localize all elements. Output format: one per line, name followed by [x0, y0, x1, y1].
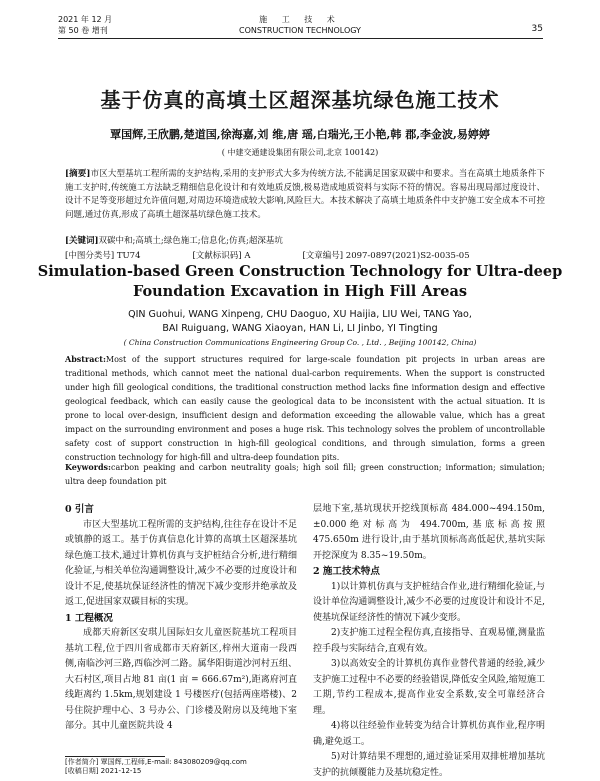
- article-title-cn: 基于仿真的高填土区超深基坑绿色施工技术: [100, 88, 500, 112]
- keywords-en: [65, 460, 545, 489]
- article-id: [文章编号] 2097-0897(2021)S2-0035-05: [302, 251, 470, 261]
- document-code: [文献标识码] A: [192, 251, 251, 261]
- section-heading-introduction: 0 引言: [65, 504, 94, 515]
- article-title-en: Simulation-based Green Construction Technology for Ultra-deep Foundation Excavation in High Fill Areas: [37, 263, 563, 300]
- affiliation-cn: ( 中建交通建设集团有限公司,北京 100142): [221, 148, 379, 157]
- journal-name-en: CONSTRUCTION TECHNOLOGY: [239, 26, 361, 35]
- author-bio: [作者简介] 覃国辉,工程师,E-mail: 843080209@qq.com: [65, 758, 247, 766]
- abstract-en-label: Abstract:: [65, 354, 106, 364]
- section-heading-technical-features: 2 施工技术特点: [313, 566, 380, 577]
- journal-name-cn: 施 工 技 术: [259, 15, 341, 24]
- footnote-rule: [65, 756, 165, 757]
- received-date: [收稿日期] 2021-12-15: [65, 767, 142, 775]
- feature-item-1: 1)以计算机仿真与支护桩结合作业,进行精细化验证,与设计单位沟通调整设计,减少不必要的过度设计和设计不足,使基坑保证经济性的情况下减少变形。: [313, 581, 545, 623]
- section-heading-project-overview: 1 工程概况: [65, 612, 113, 624]
- body-column-right: [313, 502, 545, 781]
- author-list-en-line2: BAI Ruiguang, WANG Xiaoyan, HAN Li, LI Jinbo, YI Tingting: [162, 323, 438, 334]
- running-header-center: [0, 14, 600, 36]
- paragraph-project-overview: 成都天府新区安琪儿国际妇女儿童医院基坑工程项目基坑工程,位于四川省成都市天府新区,梓州大道南一段西侧,南临沙河三路,西临沙河二路。属华阳街道沙河村五组、大石村区,项目占地 81 亩(1 亩 = 666.67m²),距离府河直线距离约 1.5km,规划建设 1 号楼医疗(包括两座塔楼)、2 号住院护理中心、3 号办公、门诊楼及附房以及纯地下室部分。其中儿童医院共设 4: [65, 628, 297, 731]
- keywords-en-text: carbon peaking and carbon neutrality goals; high soil fill; green construction; information; simulation; ultra deep foundation pit: [65, 463, 545, 486]
- keywords-cn-label: [关键词]: [65, 236, 99, 246]
- author-list-cn: 覃国辉,王欣鹏,楚道国,徐海嘉,刘 维,唐 瑶,白瑞光,王小艳,韩 郡,李金波,易婷婷: [110, 128, 490, 141]
- abstract-cn-text: 市区大型基坑工程所需的支护结构,采用的支护形式大多为传统方法,不能满足国家双碳中和要求。当在高填土地质条件下施工支护时,传统施工方法缺乏精细信息化设计和有效地质反馈,极易造成地质资料与实际不符的情况。容易出现局部过度设计、设计不足等变形超过允许值问题,对周边环境造成较大影响,风险巨大。本技术解决了高填土地质条件中支护施工安全成本不可控问题,通过仿真,形成了高填土超深基坑绿色施工技术。: [65, 169, 545, 220]
- feature-item-4: 4)将以往经验作业转变为结合计算机仿真作业,程序明确,避免返工。: [313, 721, 545, 747]
- keywords-cn-text: 双碳中和;高填土;绿色施工;信息化;仿真;超深基坑: [98, 236, 283, 246]
- keywords-en-label: Keywords:: [65, 462, 112, 472]
- abstract-cn: [65, 168, 545, 222]
- header-rule: [58, 38, 543, 39]
- paragraph-introduction: 市区大型基坑工程所需的支护结构,往往存在设计不足或镇静的返工。基于仿真信息化计算的高填土区超深基坑绿色施工技术,通过计算机仿真与支护桩结合分析,进行精细化验证,与相关单位沟通调整设计,减少不必要的过度设计和设计不足,使基坑保证经济性的情况下减少变形并绝承故及返工,促进国家双碳目标的实现。: [65, 519, 297, 607]
- feature-item-5: 5)对计算结果不理想的,通过验证采用双排桩增加基坑支护的抗倾覆能力及基坑稳定性。: [313, 752, 545, 778]
- paragraph-continued: 层地下室,基坑现状开挖线顶标高 484.000~494.150m,±0.000绝对标高为 494.700m,基底标高按照 475.650m 进行设计,由于基坑顶标高高低起伏,基坑实际开挖深度为 8.35~19.50m。: [313, 504, 545, 561]
- issue-volume: 第 50 卷 增刊: [58, 26, 108, 35]
- page-number: 35: [531, 24, 543, 34]
- abstract-en: [65, 352, 545, 465]
- body-column-left: [65, 502, 297, 735]
- keywords-cn: [65, 235, 545, 249]
- author-list-en-line1: QIN Guohui, WANG Xinpeng, CHU Daoguo, XU Haijia, LIU Wei, TANG Yao,: [128, 309, 472, 320]
- author-list-en: [0, 308, 600, 336]
- issue-date: 2021 年 12 月: [58, 15, 113, 24]
- feature-item-2: 2)支护施工过程全程仿真,直接指导、直观易懂,测量监控手段与实际结合,直观有效。: [313, 628, 545, 654]
- abstract-cn-label: [摘要]: [65, 169, 91, 179]
- abstract-en-text: Most of the support structures required for large-scale foundation pit projects in urban areas are traditional methods, which cannot meet the national dual-carbon requirements. When the support is constructed under high fill geological conditions, the traditional construction method lacks fine information design and effective geological feedback, which can easily cause the geological data to be inconsistent with the actual situation. It is prone to local over-design, insufficient design and deformation exceeding the allowable value, which has a great impact on the surrounding environment and poses a huge risk. This technology solves the problem of uncontrollable safety cost of support construction in high-fill geological conditions, and through simulation, forms a green construction technology for high-fill and ultra-deep foundation pits.: [65, 355, 545, 462]
- footnote: [65, 758, 247, 776]
- feature-item-3: 3)以高效安全的计算机仿真作业替代普通的经验,减少支护施工过程中不必要的经验错误,降低安全风险,缩短施工工期,节约工程成本,提高作业安全系数,安全可靠经济合理。: [313, 659, 545, 716]
- clc-number: [中图分类号] TU74: [65, 251, 141, 261]
- classification-line: [65, 249, 545, 261]
- affiliation-en: ( China Construction Communications Engineering Group Co. , Ltd. , Beijing 100142, China): [123, 338, 477, 347]
